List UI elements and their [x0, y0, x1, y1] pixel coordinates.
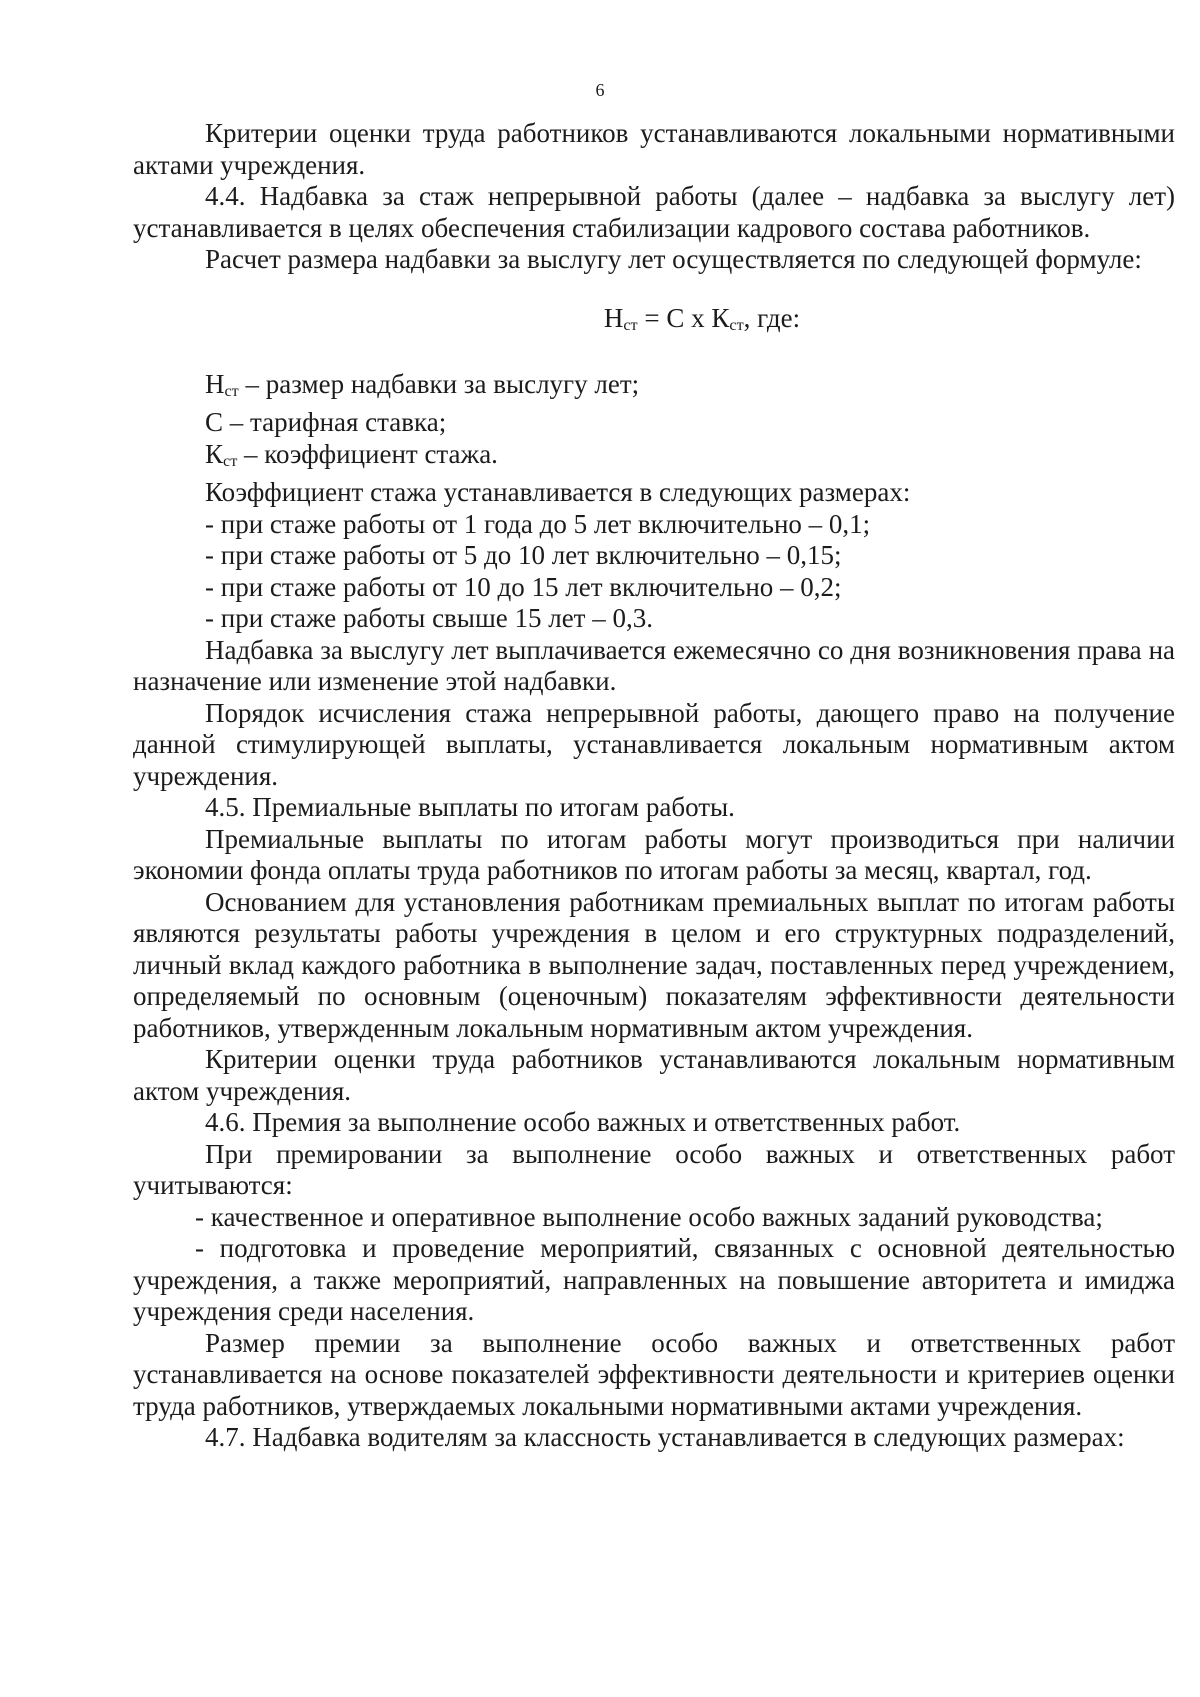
heading-4-5: 4.5. Премиальные выплаты по итогам работы. [205, 792, 735, 823]
formula-rhs-subscript: ст [729, 315, 744, 334]
heading-4-7: 4.7. Надбавка водителям за классность устанавливается в следующих размерах: [205, 1422, 1125, 1453]
paragraph-bonus-economy: Премиальные выплаты по итогам работы могут производиться при наличии экономии фонда оплаты труда работников по итогам работы за месяц, квартал, год. [133, 823, 1175, 886]
coefficient-item: - при стаже работы от 10 до 15 лет включительно – 0,2; [205, 571, 842, 602]
bullet-item: - качественное и оперативное выполнение особо важных заданий руководства; [195, 1201, 1103, 1232]
definition-k-st [133, 439, 1175, 477]
paragraph-criteria-local: Критерии оценки труда работников устанавливаются локальным нормативным актом учреждения. [133, 1044, 1175, 1106]
coefficient-item: - при стаже работы от 5 до 10 лет включительно – 0,15; [205, 540, 842, 571]
definition-c [133, 407, 1175, 439]
formula-lhs-subscript: ст [623, 315, 638, 334]
paragraph-bonus-basis: Основанием для установления работникам премиальных выплат по итогам работы являются результаты работы учреждения в целом и его структурных подразделений, личный вклад каждого работника в выполнение задач, поставленных перед учреждением, определяемый по основным (оценочным) показателям эффективности деятельности работников, утвержденным локальным нормативным актом учреждения. [133, 886, 1175, 1043]
definition-subscript: ст [224, 381, 239, 400]
formula [133, 303, 1175, 341]
document-body [133, 118, 1175, 1454]
paragraph-calculation: Расчет размера надбавки за выслугу лет осуществляется по следующей формуле: [205, 244, 1142, 274]
formula-lhs: Н [603, 302, 624, 333]
paragraph-criteria: Критерии оценки труда работников устанавливаются локальными нормативными актами учреждения. [133, 118, 1175, 180]
paragraph-stazh-calculation: Порядок исчисления стажа непрерывной работы, дающего право на получение данной стимулирующей выплаты, устанавливается локальным нормативным актом учреждения. [133, 697, 1175, 791]
definition-symbol: К [205, 438, 224, 469]
definition-text: – размер надбавки за выслугу лет; [238, 368, 640, 399]
definition-symbol: С [205, 407, 224, 438]
formula-middle: = С х К [637, 302, 730, 333]
paragraph-bonus-considered: При премировании за выполнение особо важных и ответственных работ учитываются: [133, 1138, 1175, 1201]
definition-n-st [133, 369, 1175, 407]
definition-text: – тарифная ставка; [223, 407, 447, 438]
definition-subscript: ст [223, 451, 238, 470]
definition-symbol: Н [205, 368, 225, 399]
bullet-item: - подготовка и проведение мероприятий, связанных с основной деятельностью учреждения, а также мероприятий, направленных на повышение авторитета и имиджа учреждения среди населения. [133, 1233, 1175, 1327]
definition-text: – коэффициент стажа. [237, 438, 498, 469]
coefficient-intro: Коэффициент стажа устанавливается в следующих размерах: [205, 477, 911, 508]
page-number: 6 [595, 80, 605, 100]
coefficient-item: - при стаже работы свыше 15 лет – 0,3. [205, 603, 653, 634]
formula-tail: , где: [743, 302, 801, 333]
heading-4-6: 4.6. Премия за выполнение особо важных и ответственных работ. [205, 1107, 961, 1138]
paragraph-bonus-size: Размер премии за выполнение особо важных и ответственных работ устанавливается на основе показателей эффективности деятельности и критериев оценки труда работников, утверждаемых локальными нормативными актами учреждения. [133, 1327, 1175, 1421]
paragraph-monthly-payment: Надбавка за выслугу лет выплачивается ежемесячно со дня возникновения права на назначение или изменение этой надбавки. [133, 634, 1175, 697]
paragraph-4-4: 4.4. Надбавка за стаж непрерывной работы (далее – надбавка за выслугу лет) устанавливается в целях обеспечения стабилизации кадрового состава работников. [133, 181, 1175, 243]
coefficient-item: - при стаже работы от 1 года до 5 лет включительно – 0,1; [205, 508, 871, 539]
